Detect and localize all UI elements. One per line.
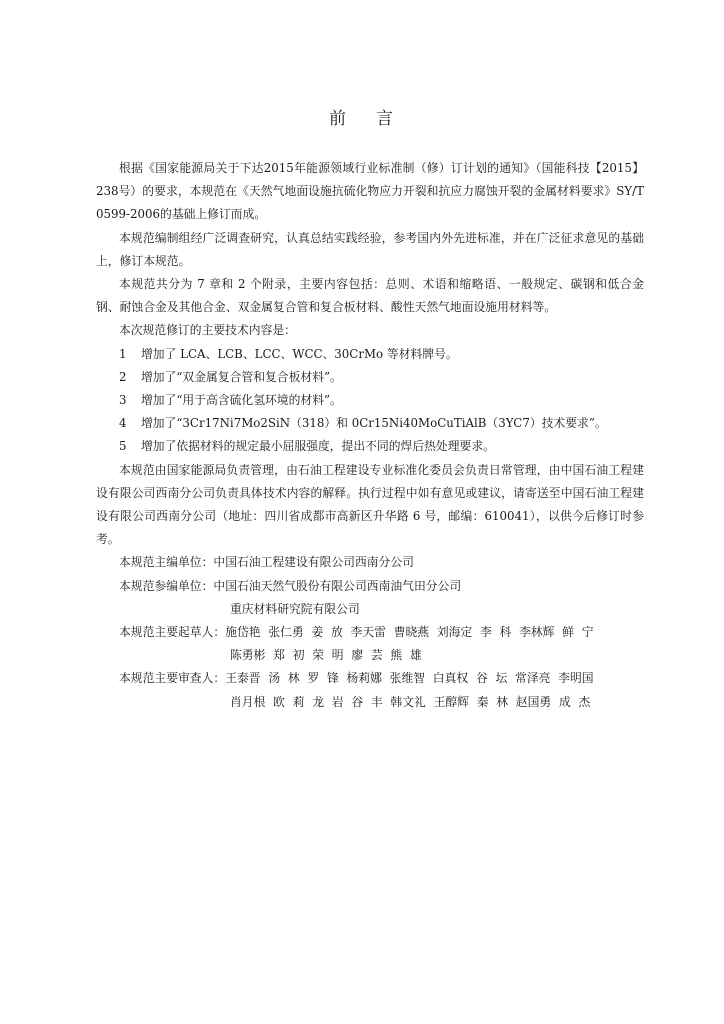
paragraph-management: 本规范由国家能源局负责管理，由石油工程建设专业标准化委员会负责日常管理，由中国石油工程建设有限公司西南分公司负责具体技术内容的解释。执行过程中如有意见或建议，请寄送至中国石油工程建设有限公司西南分公司（地址：四川省成都市高新区升华路 6 号，邮编：610041），以供今后修订时参考。 [96, 462, 644, 547]
list-item [96, 389, 644, 412]
drafters-label: 本规范主要起草人： [119, 625, 226, 640]
item-text: 增加了依据材料的规定最小屈服强度，提出不同的焊后热处理要求。 [141, 439, 495, 454]
item-number: 5 [119, 439, 127, 454]
chief-editor-value: 中国石油工程建设有限公司西南分公司 [213, 555, 414, 570]
item-text: 增加了“双金属复合管和复合板材料”。 [141, 369, 342, 384]
participants-value-2: 重庆材料研究院有限公司 [230, 601, 360, 616]
list-item [96, 366, 644, 389]
title-char-1: 前 [329, 109, 348, 129]
item-number: 1 [119, 346, 127, 361]
paragraph-revisions-intro: 本次规范修订的主要技术内容是： [119, 323, 296, 338]
preface-body [96, 157, 644, 714]
reviewers-label: 本规范主要审查人： [119, 671, 226, 686]
drafters-row [96, 621, 644, 644]
list-item [96, 343, 644, 366]
title-char-2: 言 [376, 109, 395, 129]
chief-editor-row [96, 551, 644, 574]
list-item [96, 412, 644, 435]
participants-value-1: 中国石油天然气股份有限公司西南油气田分公司 [213, 578, 462, 593]
item-number: 3 [119, 393, 127, 408]
drafters-line-1: 施岱艳 张仁勇 姜 放 李天雷 曹晓燕 刘海定 李 科 李林辉 鲜 宁 [225, 625, 594, 640]
item-text: 增加了“用于高含硫化氢环境的材料”。 [141, 393, 342, 408]
reviewers-line-1: 王泰晋 汤 林 罗 锋 杨莉娜 张维智 白真权 谷 坛 常泽亮 李明国 [225, 671, 594, 686]
item-number: 2 [119, 369, 127, 384]
page-title [0, 104, 724, 129]
paragraph-basis: 根据《国家能源局关于下达2015年能源领域行业标准制（修）订计划的通知》（国能科技【2015】238号）的要求，本规范在《天然气地面设施抗硫化物应力开裂和抗应力腐蚀开裂的金属材料要求》SY/T 0599-2006的基础上修订而成。 [96, 161, 644, 222]
paragraph-contents: 本规范共分为 7 章和 2 个附录，主要内容包括：总则、术语和缩略语、一般规定、碳钢和低合金钢、耐蚀合金及其他合金、双金属复合管和复合板材料、酸性天然气地面设施用材料等。 [96, 277, 644, 315]
list-item [96, 435, 644, 458]
item-text: 增加了 LCA、LCB、LCC、WCC、30CrMo 等材料牌号。 [141, 346, 458, 361]
drafters-line-2: 陈勇彬 郑 初 荣 明 廖 芸 熊 雄 [230, 648, 422, 663]
reviewers-row [96, 667, 644, 690]
participants-row [96, 575, 644, 598]
item-text: 增加了“3Cr17Ni7Mo2SiN（318）和 0Cr15Ni40MoCuTiAlB（3YC7）技术要求”。 [141, 416, 607, 431]
chief-editor-label: 本规范主编单位： [119, 555, 214, 570]
participants-label: 本规范参编单位： [119, 578, 214, 593]
item-number: 4 [119, 416, 127, 431]
reviewers-line-2: 肖月根 欧 莉 龙 岩 谷 丰 韩文礼 王醇辉 秦 林 赵国勇 成 杰 [230, 694, 591, 709]
paragraph-research: 本规范编制组经广泛调查研究，认真总结实践经验，参考国内外先进标准，并在广泛征求意见的基础上，修订本规范。 [96, 230, 644, 268]
